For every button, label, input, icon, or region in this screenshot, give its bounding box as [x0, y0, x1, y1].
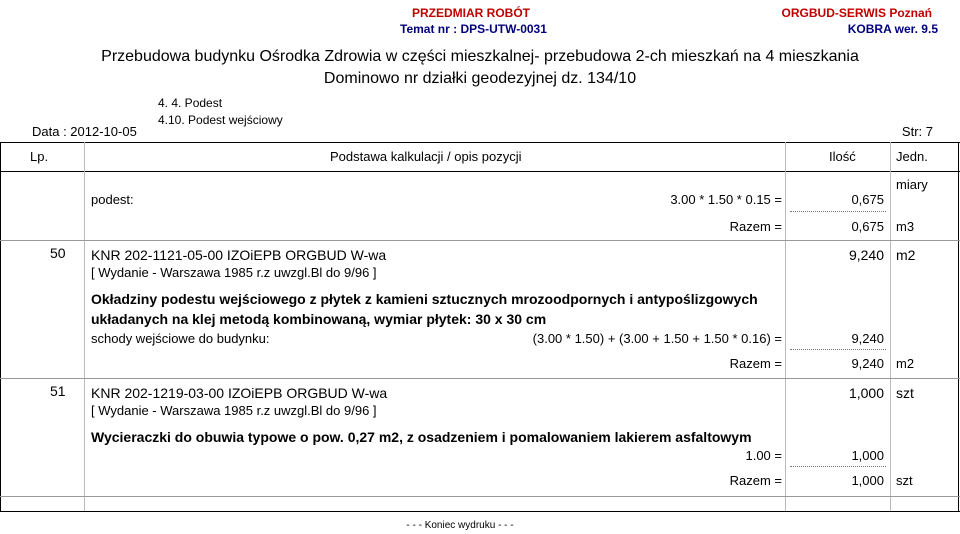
position-50-unit: m2: [896, 247, 916, 263]
left-border: [0, 142, 1, 512]
column-basis: Podstawa kalkulacji / opis pozycji: [330, 143, 521, 171]
position-50-lp: 50: [50, 245, 66, 261]
column-qty: Ilość: [829, 143, 856, 171]
company-name: ORGBUD-SERWIS Poznań: [781, 6, 932, 20]
position-50-qty: 9,240: [848, 247, 884, 263]
carry-value: 0,675: [851, 192, 884, 207]
position-50-code: KNR 202-1121-05-00 IZOiEPB ORGBUD W-wa: [91, 247, 387, 263]
position-51-qty: 1,000: [848, 385, 884, 401]
position-50-calc-label: schody wejściowe do budynku:: [91, 331, 270, 346]
position-51-code: KNR 202-1219-03-00 IZOiEPB ORGBUD W-wa: [91, 385, 388, 401]
print-date: Data : 2012-10-05: [32, 124, 137, 139]
position-50-total-unit: m2: [896, 356, 915, 371]
position-51-dotted-rule: [790, 466, 886, 467]
position-50-dotted-rule: [790, 349, 886, 350]
row-separator: [0, 378, 960, 379]
template-number: Temat nr : DPS-UTW-0031: [400, 22, 547, 36]
position-51-total-label: Razem =: [729, 473, 782, 488]
position-50-total-value: 9,240: [851, 356, 884, 371]
position-51-calc-formula: 1.00 =: [745, 448, 782, 463]
section-level2: 4.10. Podest wejściowy: [158, 113, 283, 127]
position-51-calc-value: 1,000: [851, 448, 884, 463]
position-51-source: [ Wydanie - Warszawa 1985 r.z uwzgl.Bl do 9/96 ]: [91, 403, 377, 418]
project-title-line1: Przebudowa budynku Ośrodka Zdrowia w części mieszkalnej- przebudowa 2-ch mieszkań na 4 mieszkania: [101, 48, 859, 65]
position-51-unit: szt: [896, 385, 914, 401]
page-number: Str: 7: [901, 124, 933, 139]
carry-total-value: 0,675: [851, 219, 884, 234]
column-unit: Jedn. miary: [896, 143, 960, 171]
position-50-calc-formula: (3.00 * 1.50) + (3.00 + 1.50 + 1.50 * 0.16) =: [532, 331, 782, 346]
position-51-total-unit: szt: [896, 473, 913, 488]
position-51-desc: Wycieraczki do obuwia typowe o pow. 0,27 m2, z osadzeniem i pomalowaniem lakierem asfaltowym: [91, 429, 752, 445]
position-50-total-label: Razem =: [729, 356, 782, 371]
row-separator: [0, 496, 960, 497]
header-bottom-rule: [0, 171, 960, 172]
qty-separator: [785, 142, 786, 512]
row-separator: [0, 240, 960, 241]
program-version: KOBRA wer. 9.5: [847, 22, 938, 36]
position-50-desc-line2: układanych na klej metodą kombinowaną, wymiar płytek: 30 x 30 cm: [91, 311, 547, 327]
carry-formula: 3.00 * 1.50 * 0.15 =: [670, 192, 782, 207]
end-of-print: - - - Koniec wydruku - - -: [406, 520, 514, 531]
unit-separator: [890, 142, 891, 512]
column-lp: Lp.: [30, 143, 48, 171]
table-bottom-rule: [0, 511, 960, 512]
program-title: PRZEDMIAR ROBÓT: [412, 6, 530, 20]
carry-dotted-rule: [790, 211, 886, 212]
position-50-source: [ Wydanie - Warszawa 1985 r.z uwzgl.Bl do 9/96 ]: [91, 265, 377, 280]
carry-total-unit: m3: [896, 219, 915, 234]
right-border: [958, 142, 959, 512]
section-level1: 4. 4. Podest: [158, 96, 223, 110]
position-50-desc-line1: Okładziny podestu wejściowego z płytek z kamieni sztucznych mrozoodpornych i antypoślizgowych: [91, 291, 758, 307]
position-50-calc-value: 9,240: [851, 331, 884, 346]
carry-total-label: Razem =: [729, 219, 782, 234]
carry-label: podest:: [91, 192, 134, 207]
position-51-total-value: 1,000: [851, 473, 884, 488]
position-51-lp: 51: [50, 383, 66, 399]
project-title-line2: Dominowo nr działki geodezyjnej dz. 134/10: [323, 70, 637, 87]
lp-separator: [84, 142, 85, 512]
